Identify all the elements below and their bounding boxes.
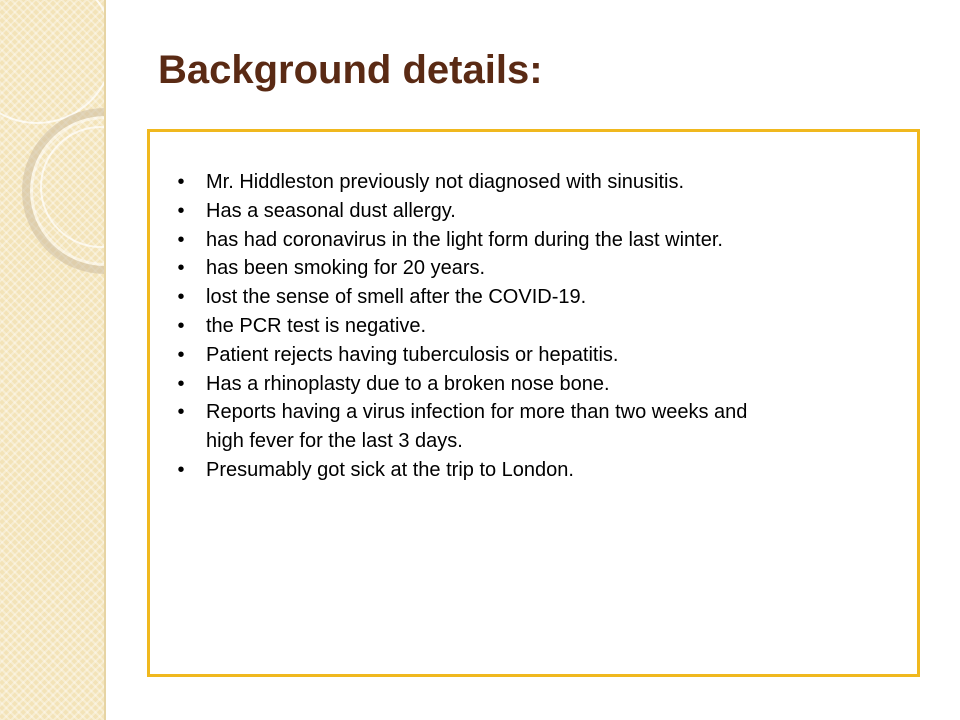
slide-title: Background details: xyxy=(158,48,543,92)
bullet-item xyxy=(174,254,774,283)
decorative-ring-top xyxy=(0,0,106,124)
bullet-icon: • xyxy=(177,199,185,222)
bullet-icon: • xyxy=(177,171,185,193)
bullet-list xyxy=(174,168,774,485)
decorative-side-band xyxy=(0,0,106,720)
bullet-text: has had coronavirus in the light form during the last winter. xyxy=(206,228,723,251)
bullet-text: Has a seasonal dust allergy. xyxy=(206,199,456,222)
bullet-item xyxy=(174,197,774,226)
bullet-item xyxy=(174,341,774,370)
bullet-text: lost the sense of smell after the COVID-19. xyxy=(206,286,587,309)
bullet-icon: • xyxy=(177,257,185,280)
bullet-text: Reports having a virus infection for more than two weeks and high fever for the last 3 days. xyxy=(206,401,748,453)
content-box xyxy=(147,129,920,677)
side-band-edge xyxy=(104,0,106,720)
bullet-text: the PCR test is negative. xyxy=(206,314,427,337)
bullet-icon: • xyxy=(177,314,185,337)
bullet-item xyxy=(174,283,774,312)
bullet-text: Presumably got sick at the trip to London. xyxy=(206,458,574,481)
bullet-icon: • xyxy=(177,372,185,395)
bullet-text: Has a rhinoplasty due to a broken nose bone. xyxy=(206,372,610,395)
bullet-item xyxy=(174,370,774,399)
bullet-item xyxy=(174,398,774,456)
bullet-text: Mr. Hiddleston previously not diagnosed with sinusitis. xyxy=(206,171,685,193)
bullet-icon: • xyxy=(177,458,185,481)
bullet-text: has been smoking for 20 years. xyxy=(206,257,486,280)
bullet-icon: • xyxy=(177,286,185,309)
bullet-item xyxy=(174,456,774,485)
bullet-icon: • xyxy=(177,401,185,424)
bullet-icon: • xyxy=(177,343,185,366)
bullet-item xyxy=(174,312,774,341)
bullet-icon: • xyxy=(177,228,185,251)
bullet-text: Patient rejects having tuberculosis or hepatitis. xyxy=(206,343,619,366)
bullet-item xyxy=(174,226,774,255)
bullet-item xyxy=(174,168,774,197)
